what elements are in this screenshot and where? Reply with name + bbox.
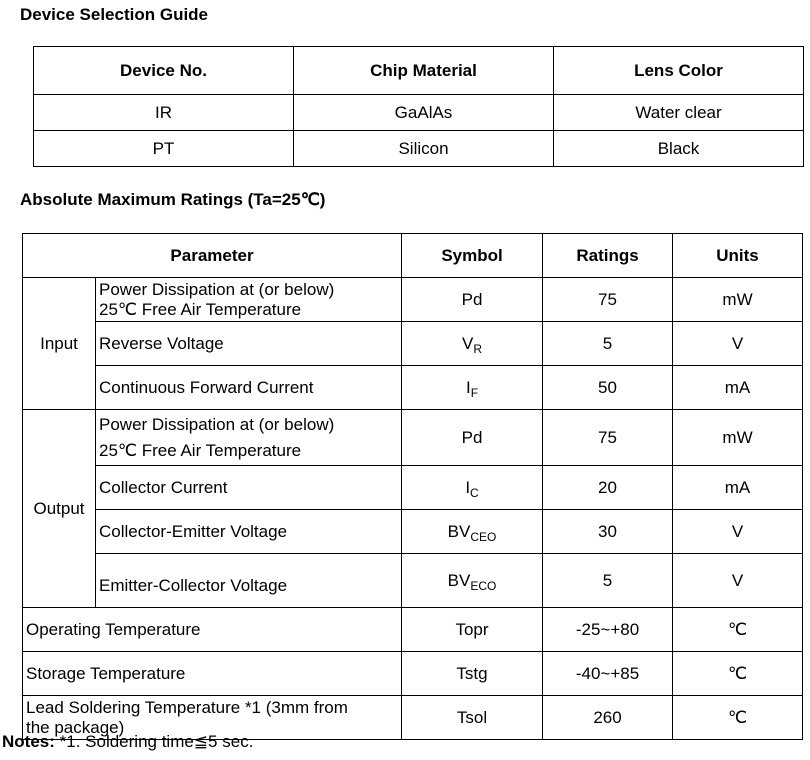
table-row	[23, 554, 803, 608]
table-row	[23, 608, 803, 652]
symbol-main: BV	[447, 570, 471, 590]
unit-cell: ℃	[673, 696, 803, 740]
symbol-main: BV	[447, 521, 471, 541]
unit-cell: mA	[673, 466, 803, 510]
absolute-maximum-ratings-table	[22, 233, 803, 740]
parameter-cell: Collector Current	[96, 466, 402, 510]
header-device-no: Device No.	[34, 47, 294, 95]
parameter-line: Power Dissipation at (or below)	[99, 279, 335, 299]
symbol-cell	[402, 322, 543, 366]
rating-cell: 260	[543, 696, 673, 740]
unit-cell: V	[673, 554, 803, 608]
device-selection-table	[33, 46, 804, 167]
symbol-main: V	[462, 333, 474, 353]
symbol-cell: Pd	[402, 278, 543, 322]
unit-cell: mA	[673, 366, 803, 410]
symbol-subscript: C	[470, 485, 479, 500]
header-ratings: Ratings	[543, 234, 673, 278]
absolute-maximum-ratings-title: Absolute Maximum Ratings (Ta=25℃)	[20, 190, 326, 209]
symbol-cell	[402, 510, 543, 554]
symbol-cell: Tsol	[402, 696, 543, 740]
group-label-output: Output	[23, 410, 96, 608]
table-row	[34, 131, 804, 167]
parameter-line: the package)	[26, 717, 125, 737]
header-units: Units	[673, 234, 803, 278]
symbol-main: I	[465, 477, 471, 497]
symbol-cell: Topr	[402, 608, 543, 652]
parameter-cell	[96, 554, 402, 608]
table-row	[23, 410, 803, 466]
symbol-subscript: R	[473, 341, 483, 356]
unit-cell: mW	[673, 410, 803, 466]
notes-label: Notes:	[2, 732, 55, 751]
symbol-main: I	[465, 377, 471, 397]
symbol-subscript: CEO	[470, 529, 497, 544]
parameter-cell	[96, 410, 402, 466]
parameter-text: Emitter-Collector Voltage	[99, 575, 288, 595]
header-chip-material: Chip Material	[294, 47, 554, 95]
rating-cell: 20	[543, 466, 673, 510]
cell-chip-material: Silicon	[294, 131, 554, 167]
unit-cell: ℃	[673, 652, 803, 696]
symbol-cell: Pd	[402, 410, 543, 466]
cell-chip-material: GaAlAs	[294, 95, 554, 131]
rating-cell: -25~+80	[543, 608, 673, 652]
table-row	[23, 322, 803, 366]
table-row	[23, 652, 803, 696]
table-row	[23, 278, 803, 322]
header-symbol: Symbol	[402, 234, 543, 278]
header-lens-color: Lens Color	[554, 47, 804, 95]
parameter-line: Power Dissipation at (or below)	[99, 414, 335, 434]
header-parameter: Parameter	[23, 234, 402, 278]
parameter-cell: Storage Temperature	[23, 652, 402, 696]
unit-cell: ℃	[673, 608, 803, 652]
rating-cell: -40~+85	[543, 652, 673, 696]
parameter-cell	[96, 278, 402, 322]
rating-cell: 75	[543, 278, 673, 322]
symbol-cell	[402, 466, 543, 510]
cell-device-no: IR	[34, 95, 294, 131]
rating-cell: 75	[543, 410, 673, 466]
rating-cell: 5	[543, 554, 673, 608]
unit-cell: V	[673, 510, 803, 554]
rating-cell: 50	[543, 366, 673, 410]
notes-text: *1. Soldering time≦5 sec.	[54, 732, 254, 751]
cell-lens-color: Water clear	[554, 95, 804, 131]
notes	[2, 732, 253, 752]
table-row	[23, 510, 803, 554]
table-row	[23, 466, 803, 510]
parameter-line: 25℃ Free Air Temperature	[99, 440, 302, 460]
rating-cell: 30	[543, 510, 673, 554]
unit-cell: mW	[673, 278, 803, 322]
parameter-line: 25℃ Free Air Temperature	[99, 299, 302, 319]
table-row	[23, 366, 803, 410]
cell-lens-color: Black	[554, 131, 804, 167]
rating-cell: 5	[543, 322, 673, 366]
symbol-subscript: ECO	[470, 578, 497, 593]
symbol-cell	[402, 366, 543, 410]
parameter-cell: Reverse Voltage	[96, 322, 402, 366]
symbol-subscript: F	[470, 385, 479, 400]
parameter-line: Lead Soldering Temperature *1 (3mm from	[26, 697, 348, 717]
symbol-cell: Tstg	[402, 652, 543, 696]
parameter-cell: Collector-Emitter Voltage	[96, 510, 402, 554]
unit-cell: V	[673, 322, 803, 366]
cell-device-no: PT	[34, 131, 294, 167]
table-row	[34, 95, 804, 131]
parameter-cell: Operating Temperature	[23, 608, 402, 652]
device-selection-guide-title: Device Selection Guide	[20, 5, 209, 24]
symbol-cell	[402, 554, 543, 608]
group-label-input: Input	[23, 278, 96, 410]
parameter-cell: Continuous Forward Current	[96, 366, 402, 410]
